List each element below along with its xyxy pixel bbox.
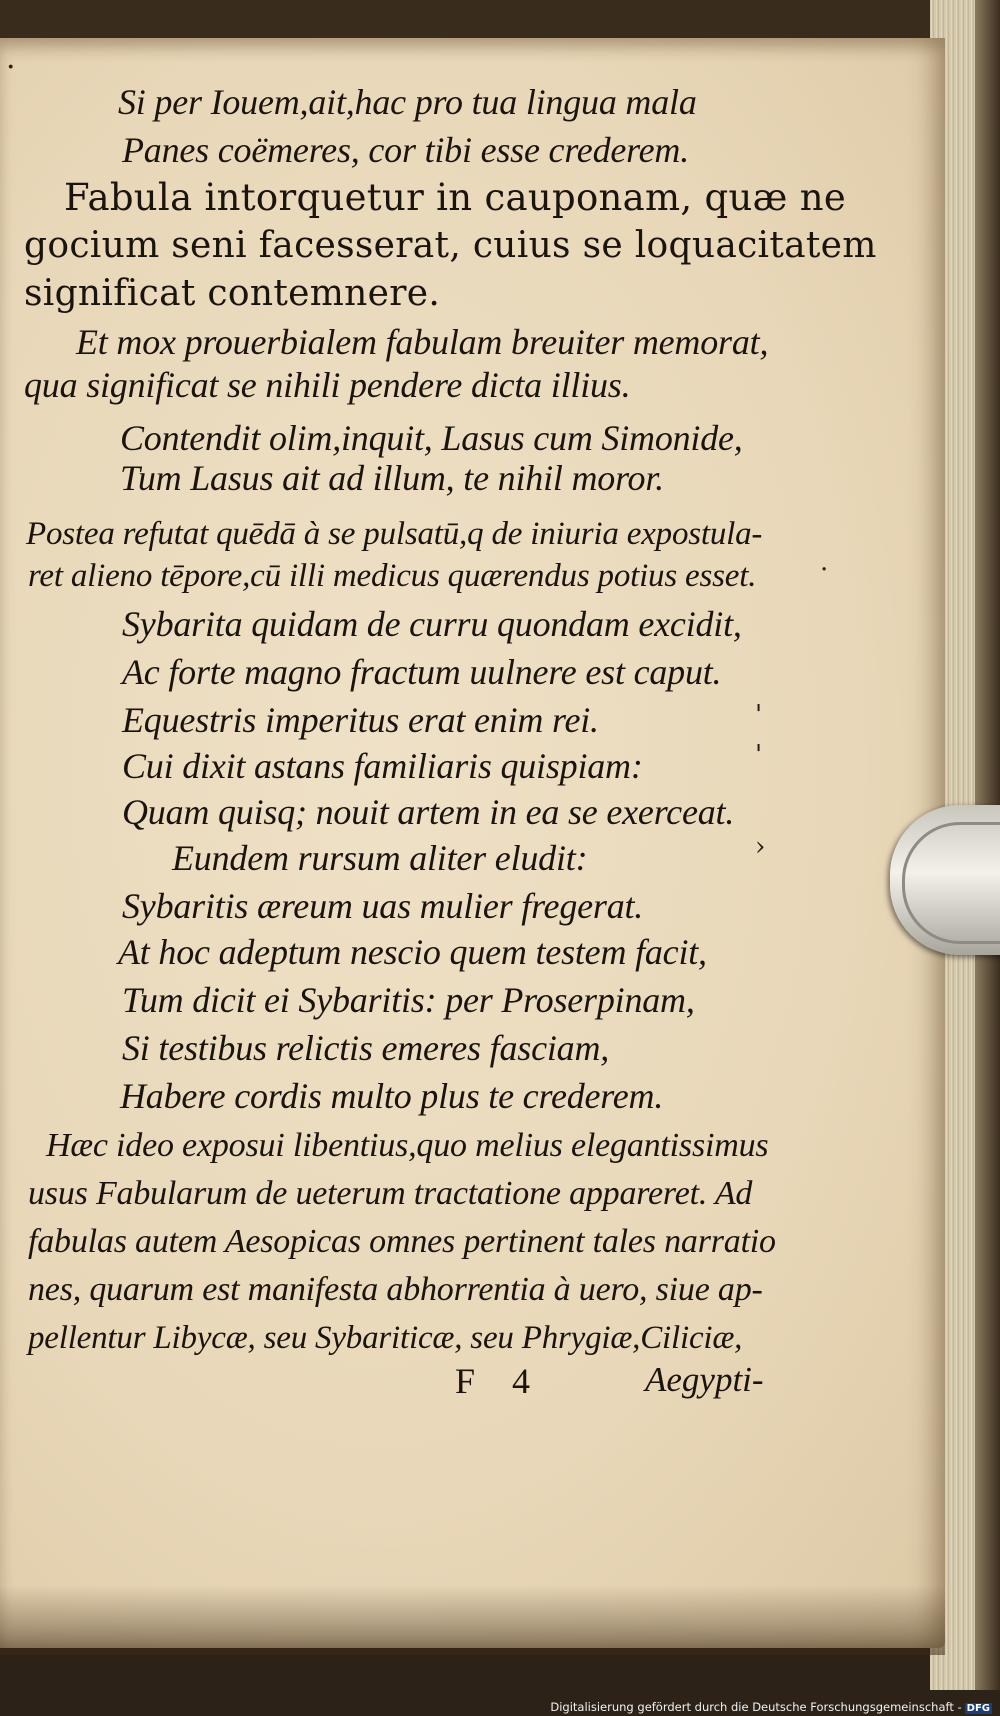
text-line-18: Sybaritis æreum uas mulier fregerat. bbox=[122, 886, 644, 926]
margin-dot-2: · bbox=[6, 50, 16, 85]
text-line-27: pellentur Libycæ, seu Sybariticæ, seu Phrygiæ,Ciliciæ, bbox=[28, 1320, 743, 1356]
margin-tick-3: › bbox=[755, 832, 766, 862]
text-line-23: Hæc ideo exposui libentius,quo melius elegantissimus bbox=[46, 1127, 769, 1164]
text-line-17: Eundem rursum aliter eludit: bbox=[172, 838, 588, 878]
text-line-6: Et mox prouerbialem fabulam breuiter memorat, bbox=[76, 322, 769, 362]
text-line-8: Contendit olim,inquit, Lasus cum Simonide, bbox=[120, 418, 743, 458]
margin-tick-2: ' bbox=[755, 740, 763, 770]
text-line-21: Si testibus relictis emeres fasciam, bbox=[122, 1028, 610, 1068]
text-line-13: Ac forte magno fractum uulnere est caput. bbox=[122, 652, 722, 692]
text-line-24: usus Fabularum de ueterum tractatione appareret. Ad bbox=[28, 1175, 753, 1212]
text-line-16: Quam quisq; nouit artem in ea se exerceat. bbox=[122, 792, 735, 832]
text-line-22: Habere cordis multo plus te crederem. bbox=[120, 1076, 664, 1116]
text-line-19: At hoc adeptum nescio quem testem facit, bbox=[118, 932, 707, 972]
text-line-9: Tum Lasus ait ad illum, te nihil moror. bbox=[120, 458, 664, 498]
margin-tick-1: ' bbox=[755, 700, 763, 730]
text-line-5: significat contemnere. bbox=[24, 273, 441, 314]
signature-mark: F 4 bbox=[455, 1361, 545, 1401]
text-line-26: nes, quarum est manifesta abhorrentia à uero, siue ap- bbox=[28, 1271, 763, 1308]
text-line-10: Postea refutat quēdā à se pulsatū,q de iniuria expostula- bbox=[26, 516, 763, 552]
dfg-logo: DFG bbox=[966, 1703, 990, 1714]
catchword: Aegypti- bbox=[645, 1360, 764, 1399]
text-line-25: fabulas autem Aesopicas omnes pertinent tales narratio bbox=[28, 1223, 776, 1260]
text-line-11: ret alieno tēpore,cū illi medicus quærendus potius esset. bbox=[28, 558, 757, 594]
text-line-7: qua significat se nihili pendere dicta illius. bbox=[24, 365, 631, 405]
text-line-12: Sybarita quidam de curru quondam excidit, bbox=[122, 604, 742, 644]
credit-text: Digitalisierung gefördert durch die Deutsche Forschungsgemeinschaft - bbox=[550, 1700, 962, 1714]
text-line-3: Fabula intorquetur in cauponam, quæ ne bbox=[64, 176, 847, 219]
text-line-2: Panes coëmeres, cor tibi esse crederem. bbox=[122, 130, 690, 170]
margin-dot-1: · bbox=[820, 555, 829, 585]
text-line-14: Equestris imperitus erat enim rei. bbox=[122, 700, 599, 740]
text-line-15: Cui dixit astans familiaris quispiam: bbox=[122, 746, 643, 786]
digitization-credit bbox=[550, 1700, 992, 1714]
text-line-4: gocium seni facesserat, cuius se loquacitatem bbox=[24, 225, 877, 266]
text-line-20: Tum dicit ei Sybaritis: per Proserpinam, bbox=[122, 980, 695, 1020]
text-line-1: Si per Iouem,ait,hac pro tua lingua mala bbox=[118, 82, 697, 122]
